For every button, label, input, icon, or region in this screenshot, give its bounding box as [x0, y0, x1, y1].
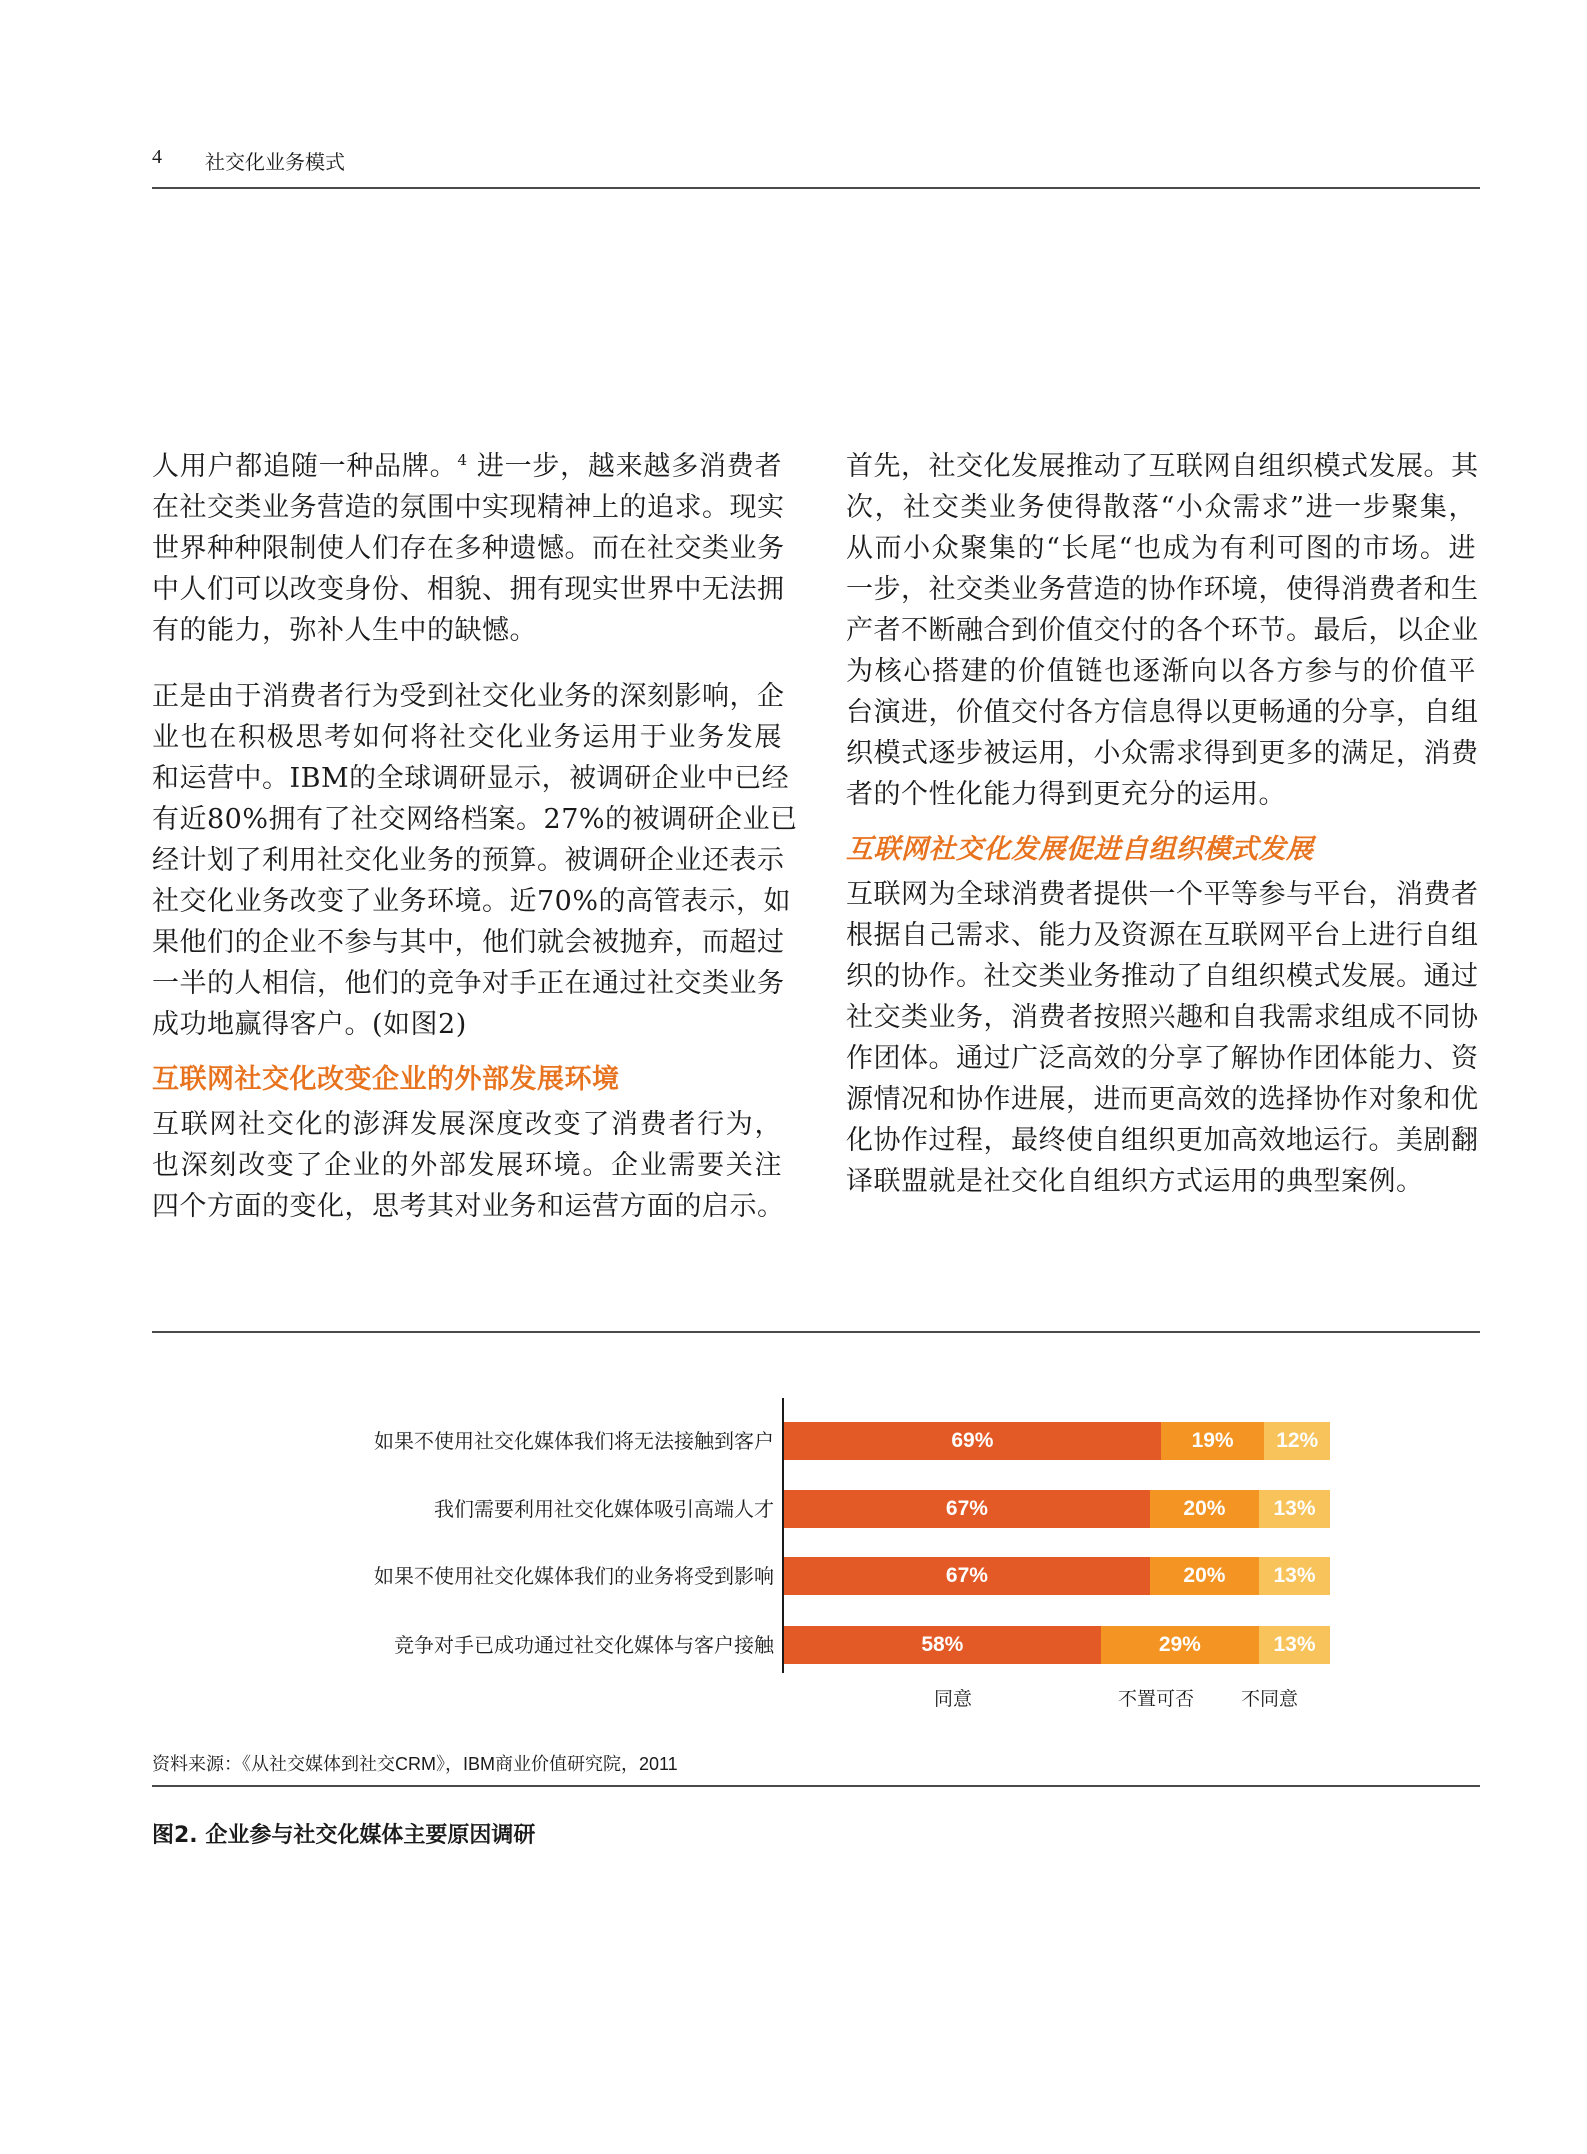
- text-line: 根据自己需求、能力及资源在互联网平台上进行自组: [846, 920, 1479, 951]
- text-line: 化协作过程，最终使自组织更加高效地运行。美剧翻: [846, 1125, 1479, 1156]
- text-line: 正是由于消费者行为受到社交化业务的深刻影响，企: [152, 681, 785, 712]
- text-line: 成功地赢得客户。(如图2): [152, 1009, 467, 1040]
- text-line: 中人们可以改变身份、相貌、拥有现实世界中无法拥: [152, 574, 785, 605]
- right-column: [846, 446, 1479, 1202]
- text-line: 从而小众聚集的“长尾“也成为有利可图的市场。进: [846, 533, 1476, 564]
- section-heading: 互联网社交化发展促进自组织模式发展: [846, 834, 1314, 865]
- text-line: 台演进，价值交付各方信息得以更畅通的分享，自组: [846, 697, 1479, 728]
- text-line: 果他们的企业不参与其中，他们就会被抛弃，而超过: [152, 927, 785, 958]
- text-line: 一步，社交类业务营造的协作环境，使得消费者和生: [846, 574, 1479, 605]
- bar-segment-neutral: 29%: [1101, 1626, 1259, 1664]
- right-paragraph-2: [846, 874, 1479, 1202]
- footnote-ref[interactable]: 4: [457, 451, 468, 469]
- figure-source: 资料来源：《从社交媒体到社交CRM》，IBM商业价值研究院，2011: [152, 1754, 678, 1774]
- chart-bar-row: [784, 1422, 1330, 1460]
- chart-category-label: 如果不使用社交化媒体我们将无法接触到客户: [374, 1429, 774, 1453]
- bar-segment-agree: 58%: [784, 1626, 1101, 1664]
- text-line: 四个方面的变化，思考其对业务和运营方面的启示。: [152, 1191, 785, 1222]
- chart-category-label: 我们需要利用社交化媒体吸引高端人才: [434, 1497, 774, 1521]
- figure-bottom-rule: [152, 1785, 1480, 1787]
- text-line: 译联盟就是社交化自组织方式运用的典型案例。: [846, 1166, 1424, 1197]
- text-line: 经计划了利用社交化业务的预算。被调研企业还表示: [152, 845, 785, 876]
- text-line: 作团体。通过广泛高效的分享了解协作团体能力、资: [846, 1043, 1479, 1074]
- bar-segment-agree: 67%: [784, 1490, 1150, 1528]
- legend-neutral: 不置可否: [1118, 1688, 1195, 1710]
- text-line: 源情况和协作进展，进而更高效的选择协作对象和优: [846, 1084, 1479, 1115]
- left-paragraph-1: [152, 446, 785, 651]
- text-line: 社交化业务改变了业务环境。近70%的高管表示，如: [152, 886, 792, 917]
- text-line: 产者不断融合到价值交付的各个环节。最后，以企业: [846, 615, 1479, 646]
- text-line: 织的协作。社交类业务推动了自组织模式发展。通过: [846, 961, 1479, 992]
- chart-category-label: 如果不使用社交化媒体我们的业务将受到影响: [374, 1564, 774, 1588]
- bar-segment-agree: 67%: [784, 1557, 1150, 1595]
- text-line: 人用户都追随一种品牌。: [152, 451, 458, 482]
- text-line: 一半的人相信，他们的竞争对手正在通过社交类业务: [152, 968, 785, 999]
- text-line: 业也在积极思考如何将社交化业务运用于业务发展: [152, 722, 782, 753]
- bar-segment-disagree: 13%: [1259, 1490, 1330, 1528]
- text-line: 社交类业务，消费者按照兴趣和自我需求组成不同协: [846, 1002, 1479, 1033]
- bar-segment-neutral: 19%: [1161, 1422, 1265, 1460]
- legend-disagree: 不同意: [1241, 1688, 1299, 1710]
- text-line: 有的能力，弥补人生中的缺憾。: [152, 615, 537, 646]
- text-line: 互联网为全球消费者提供一个平等参与平台，消费者: [846, 879, 1479, 910]
- text-line: 次，社交类业务使得散落“小众需求”进一步聚集，: [846, 492, 1476, 523]
- section-heading: 互联网社交化改变企业的外部发展环境: [152, 1064, 620, 1095]
- text-line: 世界种种限制使人们存在多种遗憾。而在社交类业务: [152, 533, 785, 564]
- text-line: 在社交类业务营造的氛围中实现精神上的追求。现实: [152, 492, 785, 523]
- text-line: 织模式逐步被运用，小众需求得到更多的满足，消费: [846, 738, 1479, 769]
- text-line: 进一步，越来越多消费者: [467, 451, 782, 482]
- bar-segment-neutral: 20%: [1150, 1557, 1259, 1595]
- bar-segment-disagree: 13%: [1259, 1626, 1330, 1664]
- left-paragraph-3: [152, 1104, 785, 1227]
- text-line: 和运营中。IBM的全球调研显示，被调研企业中已经: [152, 763, 790, 794]
- page-number: 4: [152, 146, 162, 168]
- left-paragraph-2: [152, 676, 798, 1045]
- chart-bar-row: [784, 1490, 1330, 1528]
- running-title: 社交化业务模式: [205, 150, 345, 174]
- figure-caption: 图2. 企业参与社交化媒体主要原因调研: [152, 1823, 536, 1848]
- bar-segment-disagree: 13%: [1259, 1557, 1330, 1595]
- bar-segment-agree: 69%: [784, 1422, 1161, 1460]
- text-line: 互联网社交化的澎湃发展深度改变了消费者行为，: [152, 1109, 782, 1140]
- chart-bar-row: [784, 1557, 1330, 1595]
- text-line: 为核心搭建的价值链也逐渐向以各方参与的价值平: [846, 656, 1476, 687]
- legend-agree: 同意: [934, 1688, 973, 1710]
- chart-bar-row: [784, 1626, 1330, 1664]
- text-line: 也深刻改变了企业的外部发展环境。企业需要关注: [152, 1150, 782, 1181]
- bar-segment-disagree: 12%: [1264, 1422, 1330, 1460]
- figure-top-rule: [152, 1331, 1480, 1333]
- right-paragraph-1: [846, 446, 1479, 815]
- chart-category-label: 竞争对手已成功通过社交化媒体与客户接触: [394, 1633, 774, 1657]
- text-line: 有近80%拥有了社交网络档案。27%的被调研企业已: [152, 804, 798, 835]
- text-line: 者的个性化能力得到更充分的运用。: [846, 779, 1286, 810]
- left-column: [152, 446, 798, 1227]
- text-line: 首先，社交化发展推动了互联网自组织模式发展。其: [846, 451, 1479, 482]
- bar-segment-neutral: 20%: [1150, 1490, 1259, 1528]
- header-rule: [152, 187, 1480, 189]
